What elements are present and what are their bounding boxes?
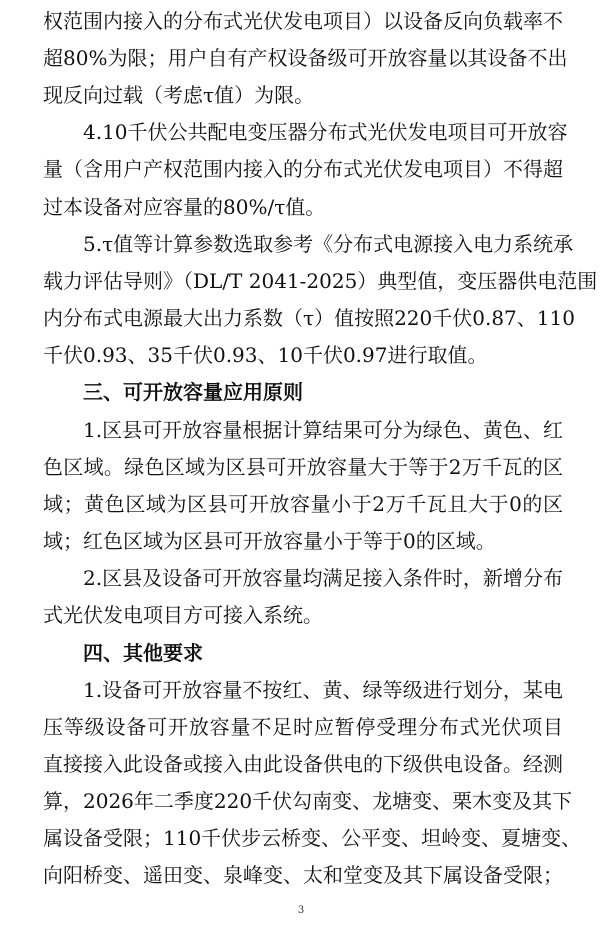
text-line: 载力评估导则》（DL/T 2041-2025）典型值，变压器供电范围 <box>43 268 598 293</box>
text-line: 2.区县及设备可开放容量均满足接入条件时，新增分布 <box>83 566 563 591</box>
text-line: 域；黄色区域为区县可开放容量小于2万千瓦且大于0的区 <box>43 491 563 516</box>
text-line: 式光伏发电项目方可接入系统。 <box>43 603 323 628</box>
text-line: 权范围内接入的分布式光伏发电项目）以设备反向负载率不 <box>43 8 563 33</box>
text-line: 域；红色区域为区县可开放容量小于等于0的区域。 <box>43 529 496 554</box>
page-number: 3 <box>297 905 305 916</box>
text-line: 4.10千伏公共配电变压器分布式光伏发电项目可开放容 <box>83 120 568 145</box>
text-line: 属设备受限；110千伏步云桥变、公平变、坦岭变、夏塘变、 <box>43 826 582 851</box>
text-line: 1.设备可开放容量不按红、黄、绿等级进行划分，某电 <box>83 677 563 702</box>
text-line: 色区域。绿色区域为区县可开放容量大于等于2万千瓦的区 <box>43 454 563 479</box>
text-line: 内分布式电源最大出力系数（τ）值按照220千伏0.87、110 <box>43 306 575 331</box>
section-heading: 四、其他要求 <box>83 640 203 665</box>
text-line: 过本设备对应容量的80%/τ值。 <box>43 194 326 219</box>
text-line: 算，2026年二季度220千伏勾南变、龙塘变、栗木变及其下 <box>43 789 573 814</box>
section-heading: 三、可开放容量应用原则 <box>83 380 303 405</box>
text-line: 压等级设备可开放容量不足时应暂停受理分布式光伏项目 <box>43 714 563 739</box>
text-line: 量（含用户产权范围内接入的分布式光伏发电项目）不得超 <box>43 157 563 182</box>
text-line: 向阳桥变、遥田变、泉峰变、太和堂变及其下属设备受限； <box>43 863 563 887</box>
text-line: 1.区县可开放容量根据计算结果可分为绿色、黄色、红 <box>83 417 563 442</box>
text-line: 直接接入此设备或接入由此设备供电的下级供电设备。经测 <box>43 752 563 777</box>
text-line: 千伏0.93、35千伏0.93、10千伏0.97进行取值。 <box>43 343 488 368</box>
text-line: 超80%为限；用户自有产权设备级可开放容量以其设备不出 <box>43 45 568 70</box>
text-line: 5.τ值等计算参数选取参考《分布式电源接入电力系统承 <box>83 231 574 256</box>
text-line: 现反向过载（考虑τ值）为限。 <box>43 83 315 108</box>
